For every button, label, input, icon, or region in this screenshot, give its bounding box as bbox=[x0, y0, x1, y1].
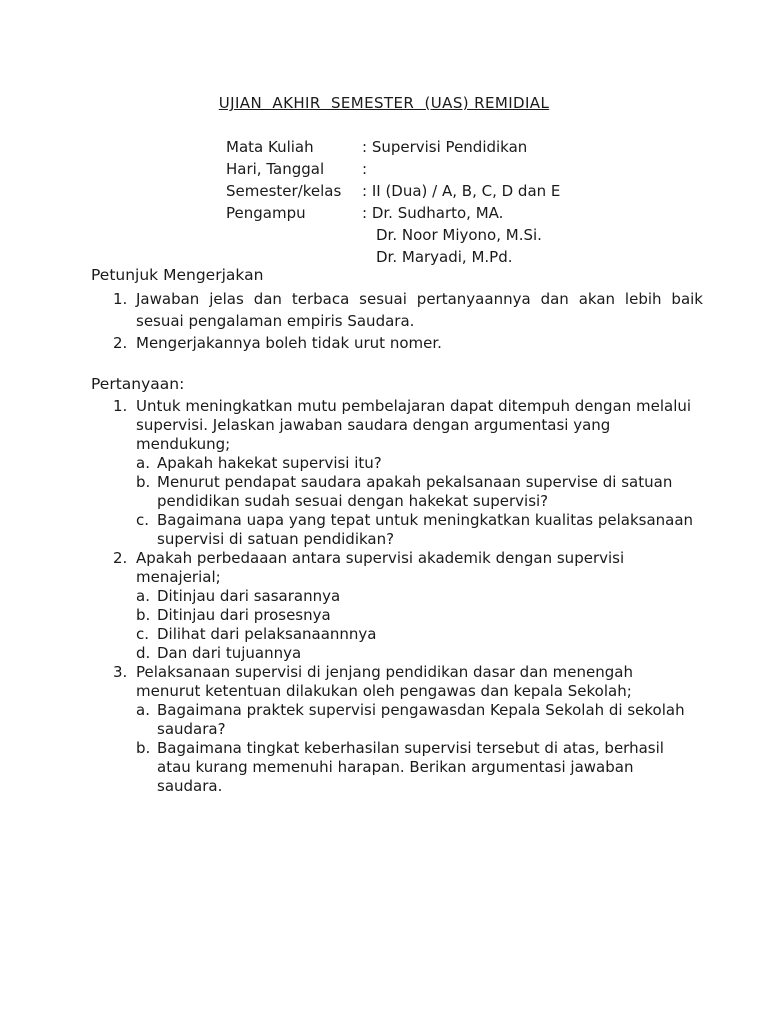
sub-question-text: pendidikan sudah sesuai dengan hakekat supervisi? bbox=[157, 492, 549, 510]
list-item bbox=[113, 332, 703, 354]
lecturer-name: Dr. Maryadi, M.Pd. bbox=[376, 248, 513, 266]
info-label: Mata Kuliah bbox=[226, 138, 314, 156]
sub-question-text: Bagaimana uapa yang tepat untuk meningkatkan kualitas pelaksanaan bbox=[157, 511, 694, 529]
item-number: 1. bbox=[113, 290, 128, 308]
question-1 bbox=[113, 397, 703, 549]
sub-question bbox=[136, 606, 703, 625]
sub-question-letter: c. bbox=[136, 511, 150, 529]
item-number: 2. bbox=[113, 334, 128, 352]
item-text: Jawaban jelas dan terbaca sesuai pertanyaannya dan akan lebih baik bbox=[136, 290, 703, 308]
sub-question bbox=[136, 701, 703, 739]
sub-question-letter: a. bbox=[136, 454, 150, 472]
question-text: Untuk meningkatkan mutu pembelajaran dapat ditempuh dengan melalui bbox=[136, 397, 692, 415]
sub-question bbox=[136, 473, 703, 511]
question-text: menurut ketentuan dilakukan oleh pengawas dan kepala Sekolah; bbox=[136, 682, 632, 700]
sub-question-text: Dan dari tujuannya bbox=[157, 644, 302, 662]
questions-list bbox=[113, 397, 703, 796]
info-value: : bbox=[362, 160, 368, 178]
question-text: Apakah perbedaaan antara supervisi akademik dengan supervisi bbox=[136, 549, 625, 567]
info-label: Hari, Tanggal bbox=[226, 160, 325, 178]
document-title: UJIAN AKHIR SEMESTER (UAS) REMIDIAL bbox=[218, 94, 550, 112]
sub-question-letter: a. bbox=[136, 701, 150, 719]
sub-question-text: supervisi di satuan pendidikan? bbox=[157, 530, 395, 548]
course-info bbox=[226, 136, 560, 268]
info-value: : Dr. Sudharto, MA. bbox=[362, 204, 504, 222]
sub-question-letter: b. bbox=[136, 473, 151, 491]
sub-question-text: atau kurang memenuhi harapan. Berikan argumentasi jawaban bbox=[157, 758, 634, 776]
item-text: sesuai pengalaman empiris Saudara. bbox=[136, 312, 415, 330]
lecturer-name: Dr. Noor Miyono, M.Si. bbox=[376, 226, 542, 244]
sub-question bbox=[136, 511, 703, 549]
sub-question-text: Ditinjau dari prosesnya bbox=[157, 606, 331, 624]
sub-question-text: saudara? bbox=[157, 720, 226, 738]
info-label: Pengampu bbox=[226, 204, 306, 222]
sub-question bbox=[136, 644, 703, 663]
sub-question bbox=[136, 587, 703, 606]
sub-question-text: Ditinjau dari sasarannya bbox=[157, 587, 341, 605]
question-text: supervisi. Jelaskan jawaban saudara dengan argumentasi yang bbox=[136, 416, 611, 434]
info-row-lecturer bbox=[226, 202, 560, 224]
sub-question bbox=[136, 625, 703, 644]
sub-question-letter: c. bbox=[136, 625, 150, 643]
sub-question-text: Bagaimana tingkat keberhasilan supervisi tersebut di atas, berhasil bbox=[157, 739, 664, 757]
sub-question-text: Apakah hakekat supervisi itu? bbox=[157, 454, 382, 472]
question-text: mendukung; bbox=[136, 435, 231, 453]
sub-question-text: Bagaimana praktek supervisi pengawasdan Kepala Sekolah di sekolah bbox=[157, 701, 685, 719]
sub-question-letter: a. bbox=[136, 587, 150, 605]
info-row-semester bbox=[226, 180, 560, 202]
sub-question-letter: b. bbox=[136, 739, 151, 757]
info-value: : II (Dua) / A, B, C, D dan E bbox=[362, 182, 561, 200]
question-number: 1. bbox=[113, 397, 128, 415]
instructions-heading: Petunjuk Mengerjakan bbox=[91, 266, 264, 284]
sub-question-letter: b. bbox=[136, 606, 151, 624]
sub-question bbox=[136, 739, 703, 796]
question-text: Pelaksanaan supervisi di jenjang pendidikan dasar dan menengah bbox=[136, 663, 633, 681]
instructions-list bbox=[113, 288, 703, 354]
list-item bbox=[113, 288, 703, 332]
question-3 bbox=[113, 663, 703, 796]
sub-question bbox=[136, 454, 703, 473]
info-row-course bbox=[226, 136, 560, 158]
info-row-date bbox=[226, 158, 560, 180]
question-number: 2. bbox=[113, 549, 128, 567]
questions-heading: Pertanyaan: bbox=[91, 375, 185, 393]
sub-question-text: saudara. bbox=[157, 777, 223, 795]
sub-question-letter: d. bbox=[136, 644, 151, 662]
info-value: : Supervisi Pendidikan bbox=[362, 138, 528, 156]
item-text: Mengerjakannya boleh tidak urut nomer. bbox=[136, 334, 442, 352]
sub-question-text: Menurut pendapat saudara apakah pekalsanaan supervise di satuan bbox=[157, 473, 673, 491]
question-number: 3. bbox=[113, 663, 128, 681]
sub-question-text: Dilihat dari pelaksanaannnya bbox=[157, 625, 377, 643]
question-text: menajerial; bbox=[136, 568, 221, 586]
info-label: Semester/kelas bbox=[226, 182, 342, 200]
question-2 bbox=[113, 549, 703, 663]
